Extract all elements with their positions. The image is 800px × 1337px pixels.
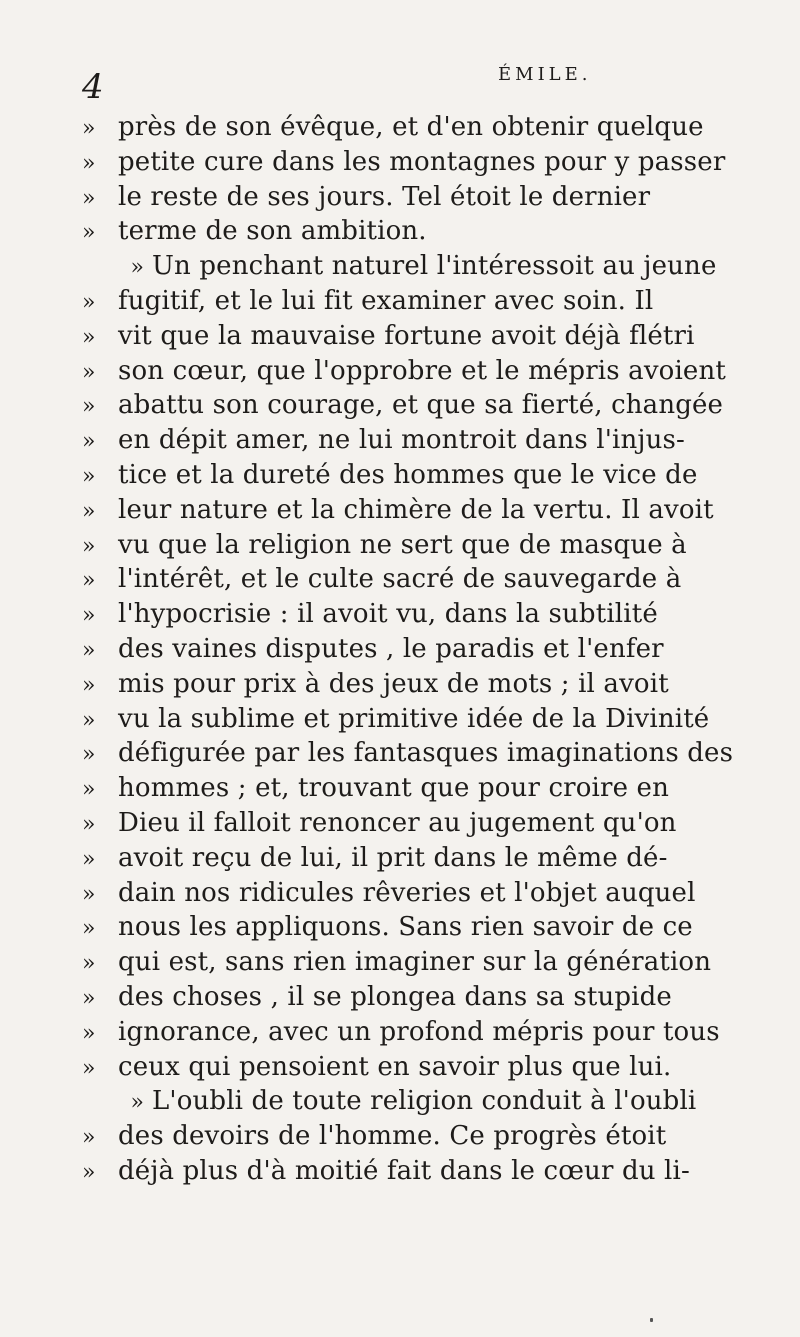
text-line: » déjà plus d'à moitié fait dans le cœur du li- — [82, 1154, 742, 1189]
text-line: » vu la sublime et primitive idée de la Divinité — [82, 702, 742, 737]
quote-mark: » — [82, 463, 96, 489]
text-line: » son cœur, que l'opprobre et le mépris avoient — [82, 354, 742, 389]
quote-mark: » — [82, 1020, 96, 1046]
text-line: » tice et la dureté des hommes que le vice de — [82, 458, 742, 493]
text-line: » près de son évêque, et d'en obtenir quelque — [82, 110, 742, 145]
quote-mark: » — [82, 220, 96, 246]
text-line-paragraph-start: » L'oubli de toute religion conduit à l'oubli — [82, 1084, 742, 1119]
text-line: » avoit reçu de lui, il prit dans le même dé- — [82, 841, 742, 876]
quote-mark: » — [82, 637, 96, 663]
text-line: » hommes ; et, trouvant que pour croire en — [82, 771, 742, 806]
body-text — [82, 110, 742, 1189]
text-line: » Dieu il falloit renoncer au jugement qu'on — [82, 806, 742, 841]
quote-mark: » — [82, 916, 96, 942]
quote-mark: » — [130, 1090, 144, 1116]
quote-mark: » — [82, 777, 96, 803]
quote-mark: » — [82, 568, 96, 594]
text-line: » l'hypocrisie : il avoit vu, dans la subtilité — [82, 597, 742, 632]
text-line: » petite cure dans les montagnes pour y passer — [82, 145, 742, 180]
quote-mark: » — [82, 324, 96, 350]
quote-mark: » — [82, 150, 96, 176]
quote-mark: » — [82, 742, 96, 768]
text-line: » des devoirs de l'homme. Ce progrès étoit — [82, 1119, 742, 1154]
text-line: » l'intérêt, et le culte sacré de sauvegarde à — [82, 562, 742, 597]
text-line: » nous les appliquons. Sans rien savoir de ce — [82, 910, 742, 945]
text-line: » dain nos ridicules rêveries et l'objet auquel — [82, 876, 742, 911]
text-line: » mis pour prix à des jeux de mots ; il avoit — [82, 667, 742, 702]
quote-mark: » — [82, 985, 96, 1011]
quote-mark: » — [82, 289, 96, 315]
text-line: » ignorance, avec un profond mépris pour tous — [82, 1015, 742, 1050]
quote-mark: » — [82, 707, 96, 733]
text-line-paragraph-start: » Un penchant naturel l'intéressoit au jeune — [82, 249, 742, 284]
text-line: » en dépit amer, ne lui montroit dans l'injus- — [82, 423, 742, 458]
text-line: » ceux qui pensoient en savoir plus que lui. — [82, 1050, 742, 1085]
paper-speck — [650, 1318, 653, 1322]
text-line: » qui est, sans rien imaginer sur la génération — [82, 945, 742, 980]
quote-mark: » — [82, 1055, 96, 1081]
quote-mark: » — [82, 811, 96, 837]
text-line: » le reste de ses jours. Tel étoit le dernier — [82, 180, 742, 215]
quote-mark: » — [82, 185, 96, 211]
text-line: » leur nature et la chimère de la vertu. Il avoit — [82, 493, 742, 528]
quote-mark: » — [82, 672, 96, 698]
quote-mark: » — [82, 533, 96, 559]
text-line: » des choses , il se plongea dans sa stupide — [82, 980, 742, 1015]
text-line: » fugitif, et le lui fit examiner avec soin. Il — [82, 284, 742, 319]
text-line: » vit que la mauvaise fortune avoit déjà flétri — [82, 319, 742, 354]
quote-mark: » — [82, 359, 96, 385]
page-number: 4 — [82, 67, 104, 107]
text-line: » vu que la religion ne sert que de masque à — [82, 528, 742, 563]
quote-mark: » — [130, 255, 144, 281]
quote-mark: » — [82, 116, 96, 141]
quote-mark: » — [82, 881, 96, 907]
text-line: » abattu son courage, et que sa fierté, changée — [82, 388, 742, 423]
quote-mark: » — [82, 429, 96, 455]
text-line: » terme de son ambition. — [82, 214, 742, 249]
text-line: » défigurée par les fantasques imaginations des — [82, 736, 742, 771]
quote-mark: » — [82, 603, 96, 629]
quote-mark: » — [82, 1159, 96, 1185]
quote-mark: » — [82, 1125, 96, 1151]
running-head: ÉMILE. — [498, 64, 592, 85]
quote-mark: » — [82, 951, 96, 977]
quote-mark: » — [82, 394, 96, 420]
quote-mark: » — [82, 846, 96, 872]
quote-mark: » — [82, 498, 96, 524]
text-line: » des vaines disputes , le paradis et l'enfer — [82, 632, 742, 667]
